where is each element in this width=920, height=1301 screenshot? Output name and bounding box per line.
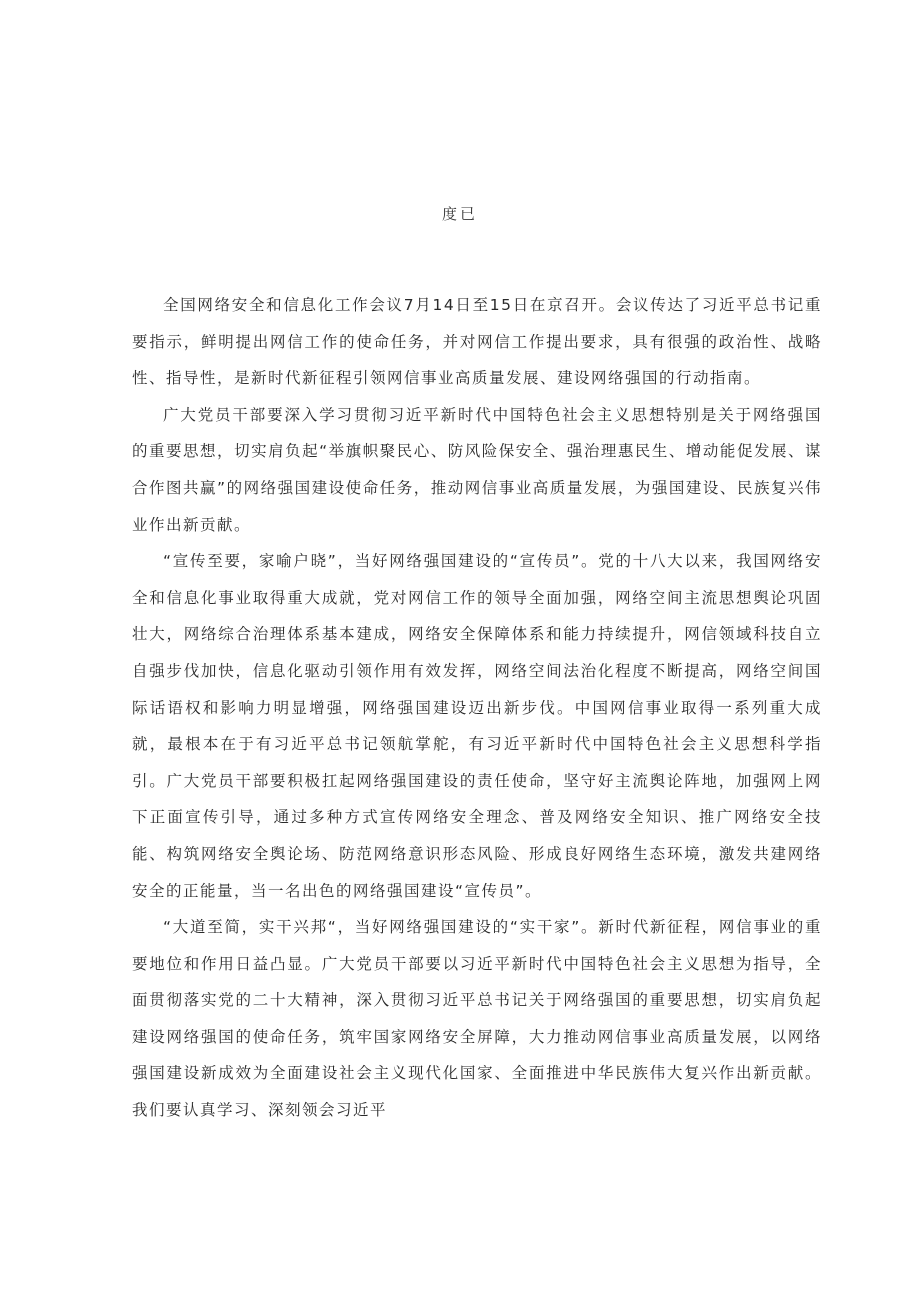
document-title: 度已 — [441, 205, 478, 223]
paragraph-propagandist: “宣传至要，家喻户晓”，当好网络强国建设的“宣传员”。党的十八大以来，我国网络安全和信息化事业取得重大成就，党对网信工作的领导全面加强，网络空间主流思想舆论巩固壮大，网络综合治理体系基本建成，网络安全保障体系和能力持续提升，网信领域科技自立自强步伐加快，信息化驱动引领作用有效发挥，网络空间法治化程度不断提高，网络空间国际话语权和影响力明显增强，网络强国建设迈出新步伐。中国网信事业取得一系列重大成就，最根本在于有习近平总书记领航掌舵，有习近平新时代中国特色社会主义思想科学指引。广大党员干部要积极扛起网络强国建设的责任使命，坚守好主流舆论阵地，加强网上网下正面宣传引导，通过多种方式宣传网络安全理念、普及网络安全知识、推广网络安全技能、构筑网络安全舆论场、防范网络意识形态风险、形成良好网络生态环境，激发共建网络安全的正能量，当一名出色的网络强国建设“宣传员”。 — [132, 552, 822, 900]
paragraph-meeting-summary: 全国网络安全和信息化工作会议7月14日至15日在京召开。会议传达了习近平总书记重要指示，鲜明提出网信工作的使命任务，并对网信工作提出要求，具有很强的政治性、战略性、指导性，是新时代新征程引领网信事业高质量发展、建设网络强国的行动指南。 — [132, 296, 822, 388]
paragraph-doer: “大道至简，实干兴邦“，当好网络强国建设的“实干家”。新时代新征程，网信事业的重要地位和作用日益凸显。广大党员干部要以习近平新时代中国特色社会主义思想为指导，全面贯彻落实党的二十大精神，深入贯彻习近平总书记关于网络强国的重要思想，切实肩负起建设网络强国的使命任务，筑牢国家网络安全屏障，大力推动网信事业高质量发展，以网络强国建设新成效为全面建设社会主义现代化国家、全面推进中华民族伟大复兴作出新贡献。我们要认真学习、深刻领会习近平 — [132, 918, 822, 1120]
paragraph-party-members-mission: 广大党员干部要深入学习贯彻习近平新时代中国特色社会主义思想特别是关于网络强国的重要思想，切实肩负起“举旗帜聚民心、防风险保安全、强治理惠民生、增动能促发展、谋合作图共赢”的网络强国建设使命任务，推动网信事业高质量发展，为强国建设、民族复兴伟业作出新贡献。 — [132, 405, 822, 534]
document-body — [132, 287, 822, 1129]
